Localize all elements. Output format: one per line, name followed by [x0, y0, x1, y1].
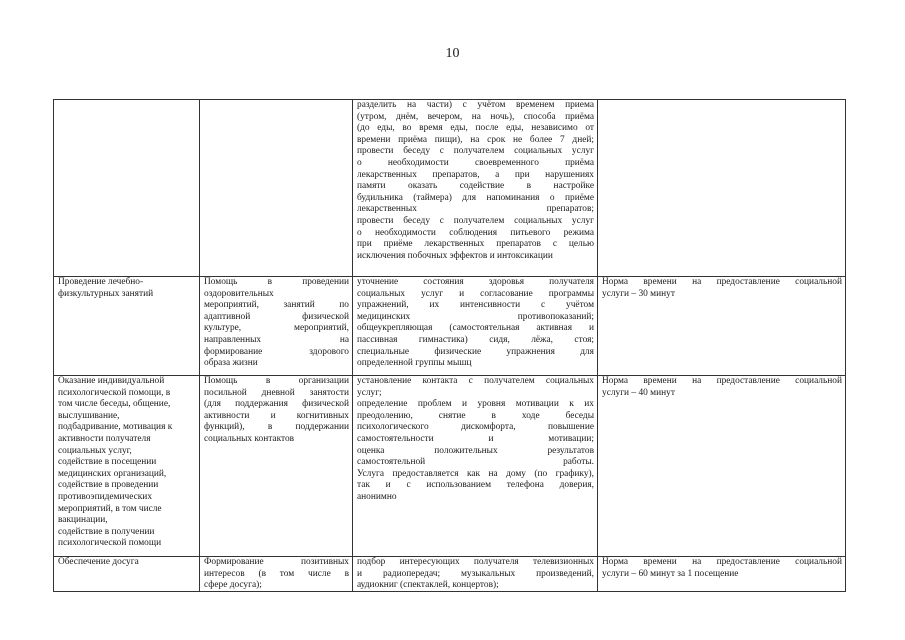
service-actions-line: лекарственных препаратов, а при нарушениях: [357, 169, 594, 180]
service-content-cell: [200, 100, 353, 277]
service-actions-line: самостоятельности и мотивации;: [357, 433, 594, 444]
service-name-line: физкультурных занятий: [58, 288, 154, 299]
service-name-line: противоэпидемических: [58, 491, 153, 502]
time-norm-line: Норма времени на предоставление социальной: [602, 277, 842, 287]
service-content-line: (для поддержания физической: [204, 399, 349, 410]
service-actions-line: уточнение состояния здоровья получателя: [357, 277, 594, 287]
service-actions-line: психологического дискомфорта, повышение: [357, 422, 594, 433]
service-actions-line: памяти оказать содействие в настройке: [357, 181, 594, 192]
service-actions-cell: [353, 557, 598, 592]
service-actions-line: (утром, днём, вечером, на ночь), способа приёма: [357, 111, 594, 122]
time-norm-line: услуги – 40 минут: [602, 387, 675, 398]
service-content-cell: [200, 376, 353, 557]
service-name-line: содействие в получении: [58, 526, 155, 537]
service-actions-line: провести беседу с получателем социальных услуг: [357, 146, 594, 157]
service-actions-cell: [353, 376, 598, 557]
service-name-line: вакцинации,: [58, 515, 108, 526]
service-content-line: интересов (в том числе в: [204, 568, 349, 579]
page-number: 10: [445, 46, 460, 61]
service-content-line: посильной дневной занятости: [204, 387, 349, 398]
service-actions-cell: [353, 277, 598, 376]
service-actions-line: самостоятельной работы.: [357, 457, 594, 468]
service-content-line: культуре, мероприятий,: [204, 323, 349, 334]
service-actions-line: услуг;: [357, 387, 382, 398]
time-norm-cell: [598, 557, 846, 592]
service-actions-line: упражнений, их интенсивности с учётом: [357, 300, 594, 311]
service-actions-line: оценка положительных результатов: [357, 445, 594, 456]
service-name-line: психологической помощи: [58, 538, 162, 549]
service-name-line: содействие в посещении: [58, 457, 157, 468]
service-actions-line: пассивная гимнастика) сидя, лёжа, стоя;: [357, 334, 594, 345]
service-content-line: Формирование позитивных: [204, 557, 349, 567]
service-actions-line: специальные физические упражнения для: [357, 346, 594, 357]
service-actions-line: определение проблем и уровня мотивации к их: [357, 399, 594, 410]
service-actions-line: о необходимости соблюдения питьевого режима: [357, 227, 594, 238]
service-content-line: Помощь в организации: [204, 376, 349, 386]
service-name-line: активности получателя: [58, 433, 151, 444]
service-content-line: социальных контактов: [204, 433, 295, 444]
service-name-line: содействие в проведении: [58, 480, 159, 491]
time-norm-cell: [598, 100, 846, 277]
service-content-line: образа жизни: [204, 358, 258, 369]
service-actions-line: разделить на части) с учётом временем приема: [357, 100, 594, 110]
time-norm-cell: [598, 376, 846, 557]
time-norm-line: услуги – 30 минут: [602, 288, 675, 299]
service-content-line: Помощь в проведении: [204, 277, 349, 287]
service-actions-line: установление контакта с получателем социальных: [357, 376, 594, 386]
service-content-line: оздоровительных: [204, 288, 274, 299]
service-content-line: направленных на: [204, 334, 349, 345]
service-content-line: функций), в поддержании: [204, 422, 349, 433]
service-name-line: Оказание индивидуальной: [58, 376, 165, 386]
time-norm-line: Норма времени на предоставление социальной: [602, 376, 842, 386]
service-actions-cell: [353, 100, 598, 277]
service-name-line: Обеспечение досуга: [58, 557, 139, 567]
service-name-line: подбадривание, мотивация к: [58, 422, 173, 433]
table-row: [54, 557, 846, 592]
service-actions-line: и радиопередач; музыкальных произведений,: [357, 568, 594, 579]
service-name-line: социальных услуг,: [58, 445, 132, 456]
service-actions-line: (до еды, во время еды, после еды, независимо от: [357, 123, 594, 134]
time-norm-line: услуги – 60 минут за 1 посещение: [602, 568, 739, 579]
service-actions-line: исключения побочных эффектов и интоксикации: [357, 250, 553, 261]
service-actions-line: так и с использованием телефона доверия,: [357, 480, 594, 491]
time-norm-line: Норма времени на предоставление социальной: [602, 557, 842, 567]
service-name-line: мероприятий, в том числе: [58, 503, 162, 514]
service-actions-line: при приёме лекарственных препаратов с целью: [357, 239, 594, 250]
table-row: [54, 277, 846, 376]
service-actions-line: будильника (таймера) для напоминания о приёме: [357, 192, 594, 203]
service-name-line: медицинских организаций,: [58, 468, 167, 479]
service-name-line: том числе беседы, общение,: [58, 399, 171, 410]
service-content-cell: [200, 277, 353, 376]
service-actions-line: провести беседу с получателем социальных услуг: [357, 215, 594, 226]
service-name-cell: [54, 100, 200, 277]
service-content-line: сфере досуга);: [204, 580, 262, 591]
service-actions-line: медицинских противопоказаний;: [357, 311, 594, 322]
service-actions-line: анонимно: [357, 491, 397, 502]
table-row: [54, 100, 846, 277]
service-actions-line: о необходимости своевременного приёма: [357, 157, 594, 168]
service-actions-line: подбор интересующих получателя телевизионных: [357, 557, 594, 567]
service-actions-line: лекарственных препаратов;: [357, 204, 594, 215]
service-content-line: формирование здорового: [204, 346, 349, 357]
service-actions-line: определенной группы мышц: [357, 358, 472, 369]
service-content-cell: [200, 557, 353, 592]
service-actions-line: общеукрепляющая (самостоятельная активная и: [357, 323, 594, 334]
service-actions-line: аудиокниг (спектаклей, концертов);: [357, 580, 499, 591]
service-name-cell: [54, 376, 200, 557]
service-actions-line: социальных услуг и согласование программы: [357, 288, 594, 299]
table-row: [54, 376, 846, 557]
service-name-line: выслушивание,: [58, 410, 120, 421]
service-content-line: мероприятий, занятий по: [204, 300, 349, 311]
service-actions-line: времени приёма пищи), на срок не более 7 дней;: [357, 134, 594, 145]
service-content-line: активности и когнитивных: [204, 410, 349, 421]
service-name-cell: [54, 557, 200, 592]
services-table: [53, 99, 846, 592]
service-actions-line: преодолению, снятие в ходе беседы: [357, 410, 594, 421]
service-name-line: Проведение лечебно-: [58, 277, 144, 287]
service-name-cell: [54, 277, 200, 376]
service-actions-line: Услуга предоставляется как на дому (по графику),: [357, 468, 594, 479]
service-content-line: адаптивной физической: [204, 311, 349, 322]
service-name-line: психологической помощи, в: [58, 387, 171, 398]
time-norm-cell: [598, 277, 846, 376]
